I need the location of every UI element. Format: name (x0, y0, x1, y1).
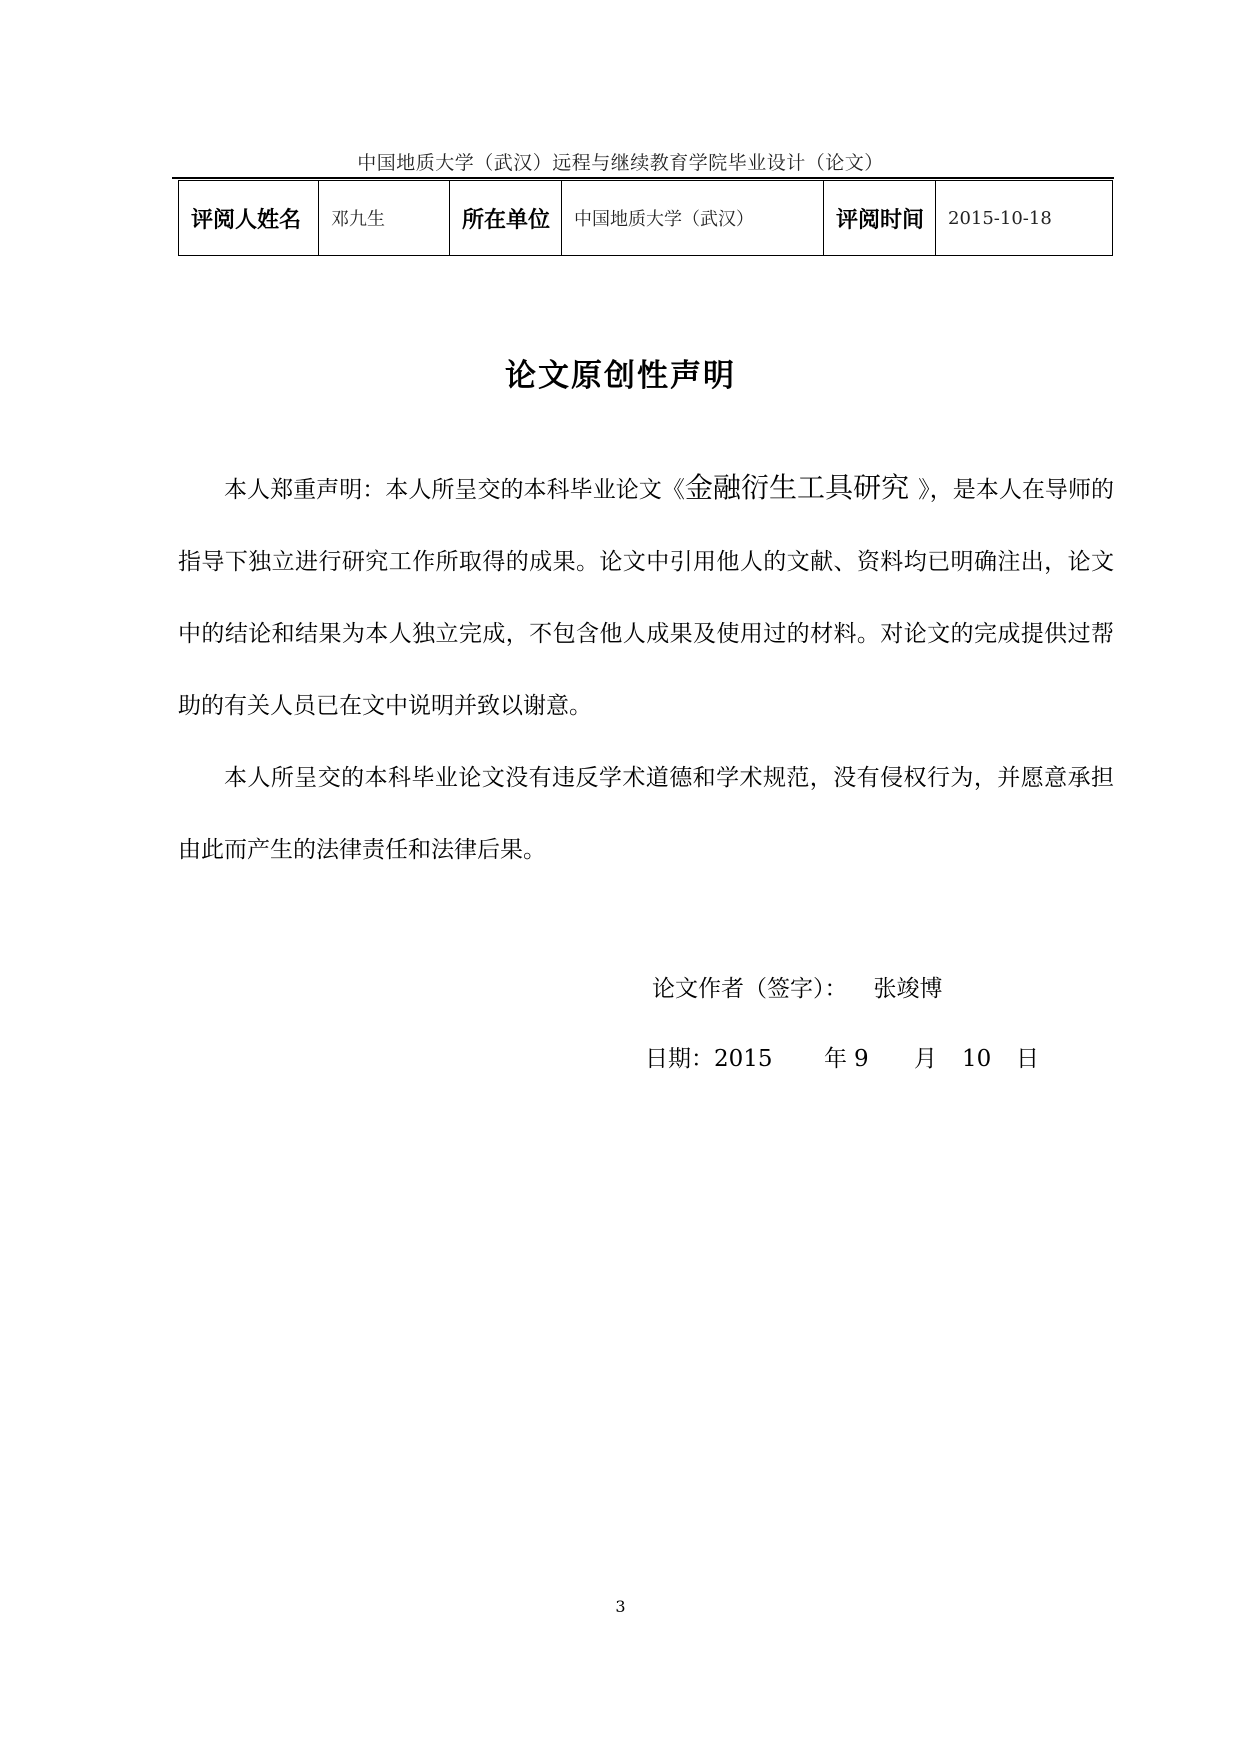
signature-label: 论文作者（签字）： (652, 976, 848, 1002)
reviewer-name-value: 邓九生 (319, 181, 450, 256)
paragraph-1-body: 》，是本人在导师的指导下独立进行研究工作所取得的成果。论文中引用他人的文献、资料均已明确注出，论文中的结论和结果为本人独立完成，不包含他人成果及使用过的材料。对论文的完成提供过帮助的有关人员已在文中说明并致以谢意。 (178, 477, 1115, 719)
date-line (645, 1040, 1039, 1073)
date-year-unit: 年 (824, 1046, 847, 1072)
declaration-paragraph-1 (178, 452, 1114, 742)
reviewer-unit-value: 中国地质大学（武汉） (562, 181, 824, 256)
date-day: 10 (962, 1046, 992, 1072)
table-row (179, 181, 1113, 256)
page-number: 3 (615, 1597, 626, 1616)
review-time-value: 2015-10-18 (936, 181, 1113, 256)
document-header: 中国地质大学（武汉）远程与继续教育学院毕业设计（论文） (357, 152, 884, 174)
reviewer-name-label: 评阅人姓名 (179, 181, 319, 256)
date-year: 2015 (714, 1046, 773, 1072)
author-signature: 张竣博 (873, 976, 943, 1002)
date-day-unit: 日 (1016, 1046, 1039, 1072)
reviewer-info-table (178, 180, 1113, 256)
date-month: 9 (854, 1046, 869, 1072)
reviewer-unit-label: 所在单位 (450, 181, 562, 256)
declaration-paragraph-2: 本人所呈交的本科毕业论文没有违反学术道德和学术规范，没有侵权行为，并愿意承担由此而产生的法律责任和法律后果。 (178, 765, 1114, 863)
date-label: 日期： (645, 1046, 714, 1072)
date-month-unit: 月 (914, 1046, 937, 1072)
thesis-title: 金融衍生工具研究 (684, 471, 919, 504)
signature-line (652, 970, 943, 1003)
header-rule (172, 177, 1114, 179)
paragraph-1-intro: 本人郑重声明：本人所呈交的本科毕业论文《 (224, 477, 685, 503)
review-time-label: 评阅时间 (824, 181, 936, 256)
declaration-title: 论文原创性声明 (505, 358, 736, 394)
